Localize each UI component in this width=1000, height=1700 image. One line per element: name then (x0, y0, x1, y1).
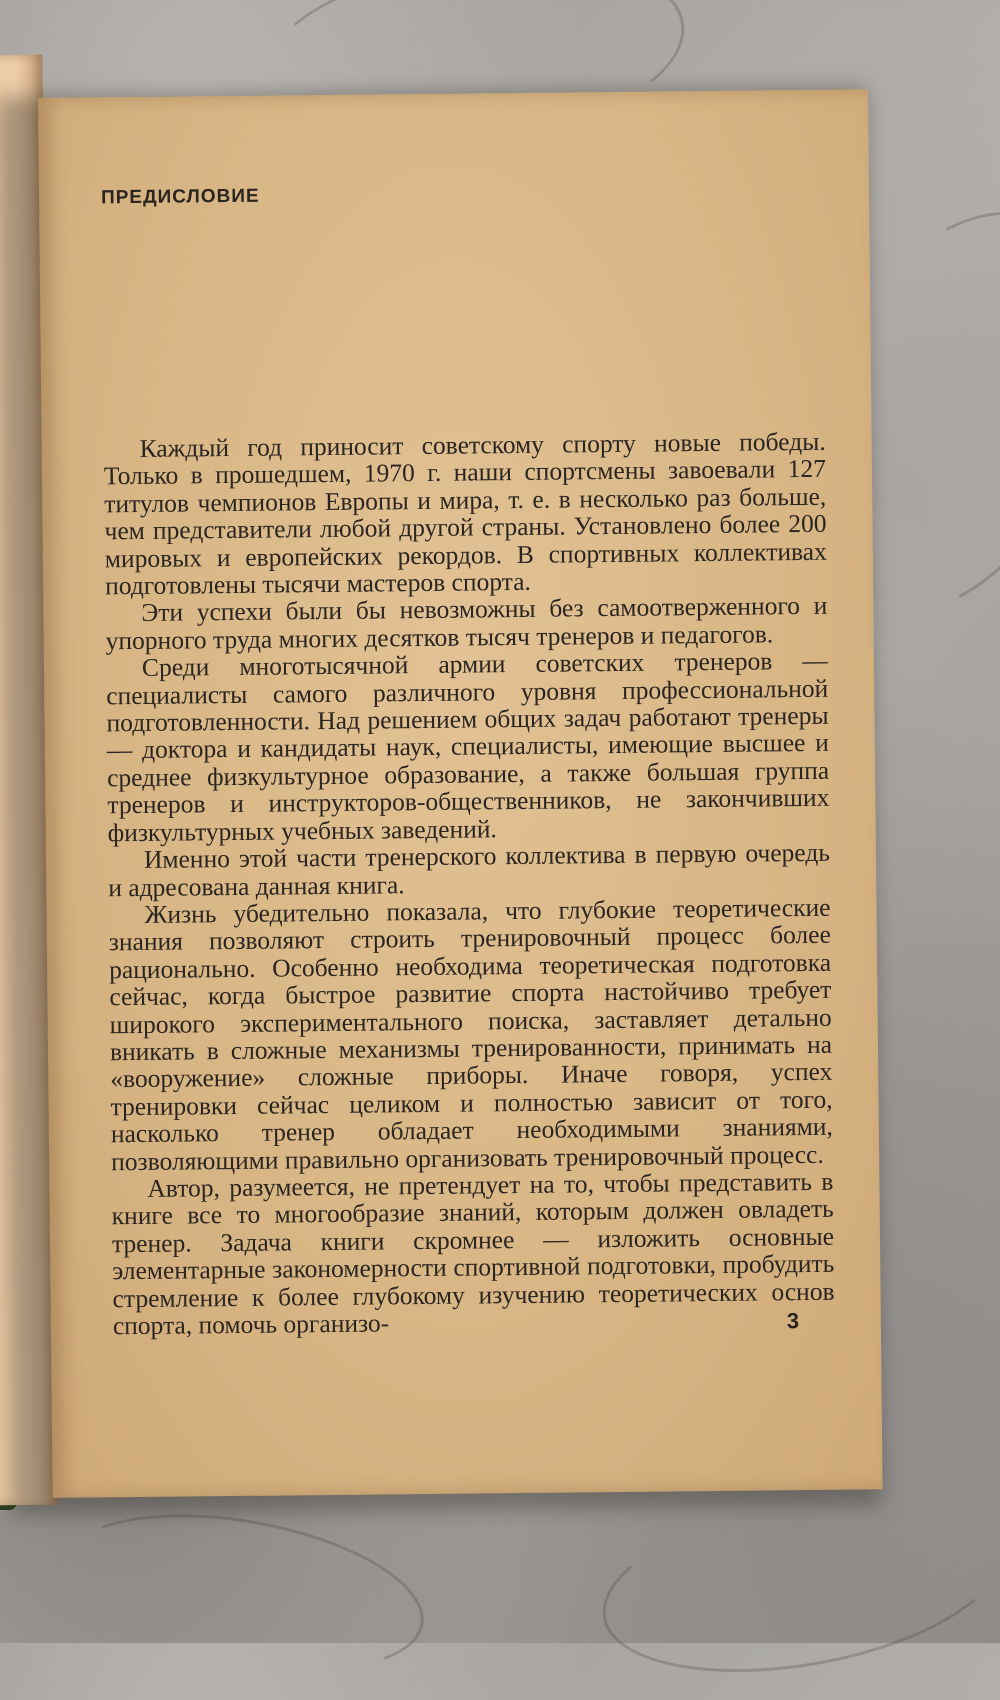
marble-vein (50, 1489, 436, 1696)
paragraph: Именно этой части тренерского коллектива в первую очередь и адресована данная книга. (108, 837, 831, 902)
page-content (100, 180, 835, 1341)
body-text (104, 428, 835, 1340)
paragraph: Среди многотысячной армии советских тренеров — специалисты самого различного уровня профессиональной подготовленности. Над решением общих задач работают тренеры — доктора и кандидаты наук, специалисты, имеющие высшее и среднее физкультурное образование, а также большая группа тренеров и инструкторов-общественников, не закончивших физкультурных учебных заведений. (106, 646, 830, 847)
chapter-heading: ПРЕДИСЛОВИЕ (100, 185, 260, 209)
paragraph: Каждый год приносит советскому спорту новые победы. Только в прошедшем, 1970 г. наши спортсмены завоевали 127 титулов чемпионов Европы и мира, т. е. в несколько раз больше, чем представители любой другой страны. Установлено более 200 мировых и европейских рекордов. В спортивных коллективах подготовлены тысячи мастеров спорта. (103, 426, 827, 601)
paragraph: Автор, разумеется, не претендует на то, чтобы представить в книге все то многообразие знаний, которым должен овладеть тренер. Задача книги скромнее — изложить основные элементарные закономерности спортивной подготовки, пробудить стремление к более глубокому изучению теоретических основ спорта, помочь организо- (111, 1166, 835, 1341)
paragraph: Жизнь убедительно показала, что глубокие теоретические знания позволяют строить тренировочный процесс более рационально. Особенно необходима теоретическая подготовка сейчас, когда быстрое развитие спорта настойчиво требует широкого экспериментального поиска, заставляет детально вникать в сложные механизмы тренированности, принимать на «вооружение» сложные приборы. Иначе говоря, успех тренировки сейчас целиком и полностью зависит от того, насколько тренер обладает необходимыми знаниями, позволяющими правильно организовать тренировочный процесс. (108, 892, 833, 1176)
page-number: 3 (786, 1308, 800, 1334)
paragraph: Эти успехи были бы невозможны без самоотверженного и упорного труда многих десятков тысяч тренеров и педагогов. (105, 591, 828, 656)
book-page (38, 89, 883, 1498)
